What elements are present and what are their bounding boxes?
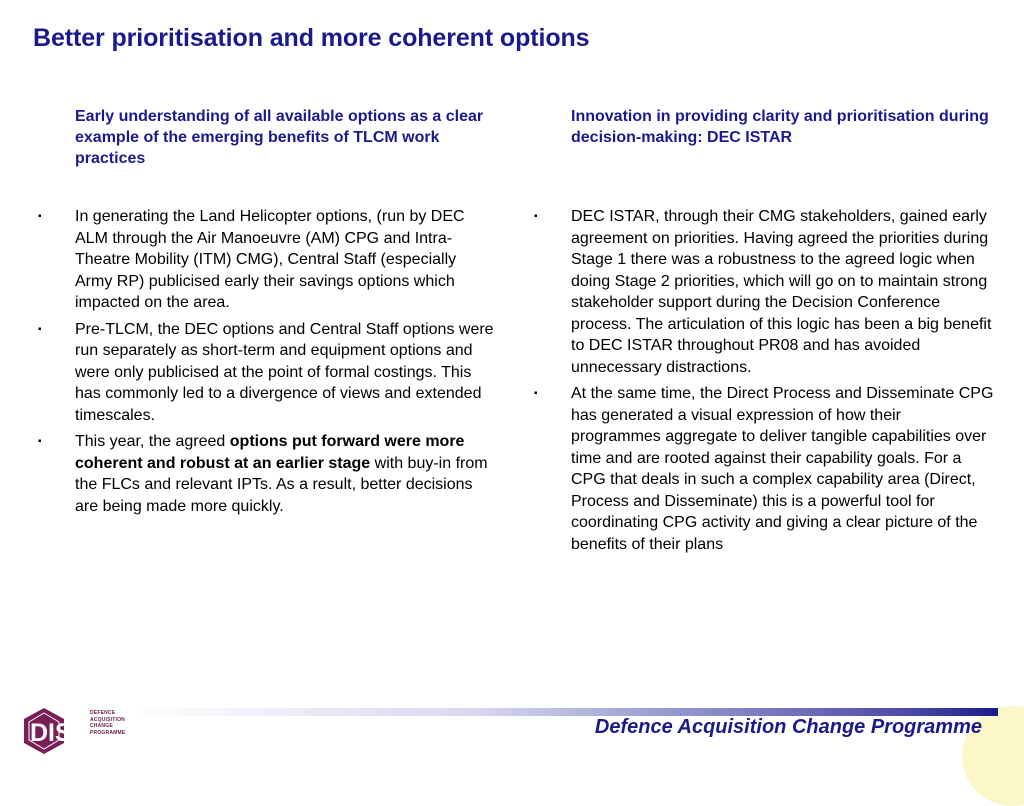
list-item [38,319,496,427]
footer-divider [130,708,998,716]
logo-line: PROGRAMME [90,729,126,736]
bullet-icon: ▪ [534,388,538,399]
logo-text: DIS [30,719,72,747]
bullet-text-after: with buy-in from the FLCs and relevant IPTs. As a result, better decisions are being made more quickly. [75,454,488,515]
bullet-icon: ▪ [38,323,42,335]
list-item [534,206,994,378]
list-item [534,383,994,555]
right-column [534,106,994,560]
right-bullet-list [534,206,994,555]
list-item [38,206,496,314]
right-column-heading: Innovation in providing clarity and prioritisation during decision-making: DEC ISTAR [571,108,989,146]
list-item [38,431,496,517]
logo-lines [90,710,125,736]
bullet-text: Pre-TLCM, the DEC options and Central Staff options were run separately as short-term and equipment options and were only publicised at the point of formal costings. This has commonly led to a divergence of views and extended timescales. [75,320,494,424]
logo-line: DEFENCE [90,710,116,716]
left-bullet-list [38,206,496,517]
dis-logo [22,706,126,762]
bullet-text-before: This year, the agreed [75,433,230,450]
footer-title: Defence Acquisition Change Programme [594,716,982,738]
bullet-icon: ▪ [534,211,538,222]
bullet-text: At the same time, the Direct Process and Disseminate CPG has generated a visual expression of how their programmes aggregate to deliver tangible capabilities over time and are rooted against their capability goals. For a CPG that deals in such a complex capability area (Direct, Process and Disseminate) this is a powerful tool for coordinating CPG activity and giving a clear picture of the benefits of their plans [571,385,994,553]
left-column [38,106,496,522]
left-column-heading: Early understanding of all available options as a clear example of the emerging benefits of TLCM work practices [75,108,484,167]
page-title: Better prioritisation and more coherent options [33,24,590,52]
logo-line: CHANGE [90,723,113,730]
bullet-text: In generating the Land Helicopter options, (run by DEC ALM through the Air Manoeuvre (AM) CPG and Intra-Theatre Mobility (ITM) CMG), Central Staff (especially Army RP) publicised early their savings options which impacted on the area. [75,208,465,311]
bullet-icon: ▪ [38,211,42,222]
bullet-text-bold: options put forward were more coherent and robust at an earlier stage [75,433,465,472]
logo-line: ACQUISITION [90,716,125,723]
bullet-icon: ▪ [38,436,42,447]
bullet-text: DEC ISTAR, through their CMG stakeholders, gained early agreement on priorities. Having agreed the priorities during Stage 1 there was a robustness to the agreed logic when doing Stage 2 priorities, which will go on to maintain strong stakeholder support during the Decision Conference process. The articulation of this logic has been a big benefit to DEC ISTAR throughout PR08 and has avoided unnecessary distractions. [571,208,992,376]
